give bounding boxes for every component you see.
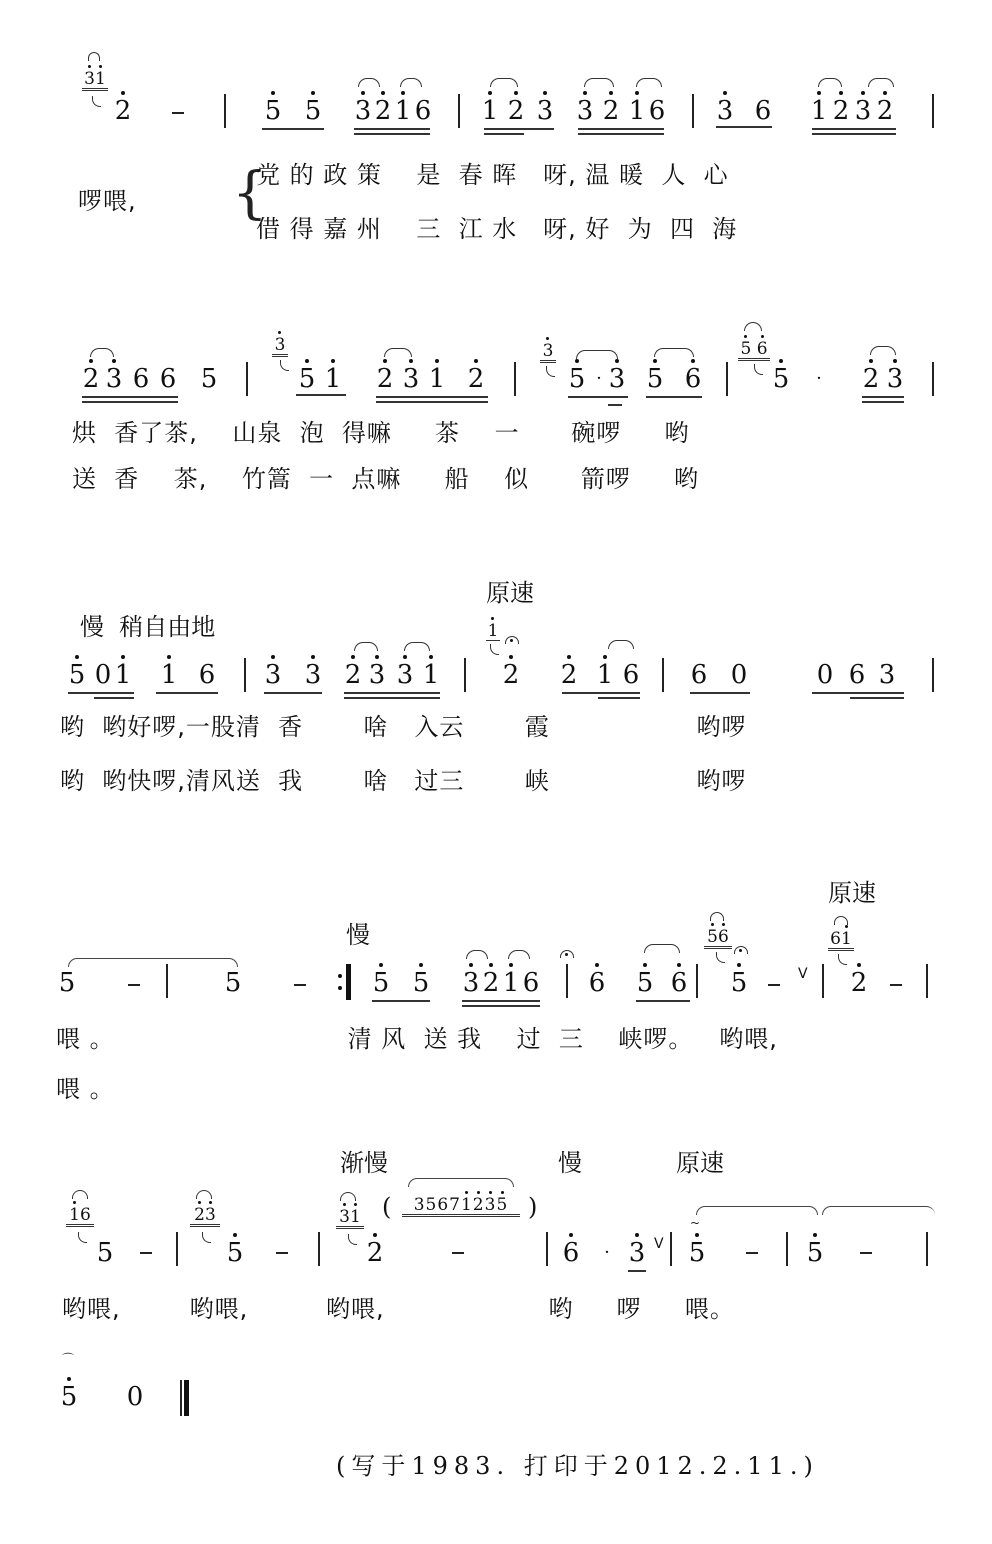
note: 6 (682, 364, 704, 394)
underline (264, 692, 322, 694)
dash (746, 1252, 758, 1254)
note: 6 (690, 660, 708, 690)
note: 1 (322, 364, 344, 394)
note: 1 (500, 968, 522, 998)
note: 3 (366, 660, 388, 690)
slur (72, 1190, 88, 1199)
note: 2 (80, 364, 102, 394)
underline (82, 396, 178, 398)
note: 3 (460, 968, 482, 998)
underline (484, 133, 524, 135)
barline (166, 964, 168, 998)
slur (710, 912, 724, 921)
run-open-paren: ( (382, 1193, 392, 1221)
note: 2 (505, 96, 527, 126)
note: 1 (112, 660, 134, 690)
note: 2 (600, 96, 622, 126)
note: 3 (262, 660, 284, 690)
barline (726, 362, 728, 396)
note: 2 (500, 660, 522, 690)
grace-hook (348, 1234, 357, 1245)
tie (696, 1206, 818, 1215)
note: 5 (566, 364, 588, 394)
note: 2 (860, 364, 882, 394)
underline (344, 692, 440, 694)
underline (354, 133, 430, 135)
note: 2 (112, 96, 134, 126)
slur (608, 640, 634, 649)
lyric-verse-1: 烘 香了茶, 山泉 泡 得嘛 茶 一 碗啰 哟 (72, 419, 690, 447)
underline (578, 133, 664, 135)
underline (462, 1005, 540, 1007)
barline (786, 1232, 788, 1266)
tempo-mark-a-tempo: 原速 (828, 879, 876, 907)
slur (744, 322, 762, 331)
dash (172, 112, 184, 114)
note: 6 (522, 968, 540, 998)
underline (372, 1000, 430, 1002)
note: 0 (730, 660, 748, 690)
note: 3 (394, 660, 416, 690)
note: 6 (648, 96, 666, 126)
lyric-verse-2: 借 得 嘉 州 三 江 水 呀, 好 为 四 海 (256, 215, 738, 243)
barline (566, 964, 568, 998)
breath-mark: V (654, 1236, 664, 1252)
barline (932, 362, 934, 396)
note: 5 (96, 1238, 114, 1268)
underline (812, 692, 904, 694)
underline (850, 697, 904, 699)
barline (932, 658, 934, 692)
slur (576, 350, 618, 359)
note: 6 (198, 660, 216, 690)
repeat-barline (346, 964, 351, 1000)
underline (376, 396, 488, 398)
note: 5 (634, 968, 656, 998)
slur (404, 642, 430, 651)
slur (90, 348, 114, 357)
barline (932, 94, 934, 128)
underline (568, 396, 628, 398)
note: 6 (754, 96, 772, 126)
underline (344, 697, 440, 699)
note: 1 (626, 96, 648, 126)
grace-note: 31 (82, 70, 108, 91)
barline (696, 964, 698, 998)
note: 5 (66, 660, 88, 690)
tie (68, 958, 238, 967)
barline (318, 1232, 320, 1266)
note: 2 (558, 660, 580, 690)
note: 3 (400, 364, 422, 394)
slur (644, 944, 680, 953)
note: 5 (410, 968, 432, 998)
note: 6 (560, 1238, 582, 1268)
note: 2 (830, 96, 852, 126)
dash (128, 984, 140, 986)
slur (340, 1192, 356, 1201)
barline (244, 658, 246, 692)
note: 3 (534, 96, 556, 126)
note: 1 (808, 96, 830, 126)
note: 5 (58, 1382, 80, 1412)
underline (690, 692, 750, 694)
note: 1 (420, 660, 442, 690)
note: 2 (480, 968, 502, 998)
note: 0 (94, 660, 112, 690)
tie (822, 1206, 935, 1215)
grace-hook (280, 360, 289, 371)
note: 6 (668, 968, 690, 998)
slur (868, 78, 894, 87)
underline (608, 404, 622, 406)
lyric-verse-1: 党 的 政 策 是 春 晖 呀, 温 暖 人 心 (256, 161, 729, 189)
note: 5 (296, 364, 318, 394)
note: 3 (626, 1238, 648, 1268)
grace-hook (202, 1232, 211, 1243)
underline (484, 128, 554, 130)
ornament-mark: ⌒ (62, 1352, 75, 1366)
barline (464, 658, 466, 692)
grace-hook (78, 1232, 87, 1243)
note: 5 (728, 968, 750, 998)
note: 2 (848, 968, 870, 998)
grace-note: 23 (190, 1206, 220, 1227)
slur (834, 916, 848, 925)
lyric-verse: 哟喂, 哟喂, 哟喂, 哟 啰 喂。 (62, 1295, 735, 1323)
barline (662, 658, 664, 692)
note: 5 (770, 364, 792, 394)
note: 1 (392, 96, 414, 126)
slur (196, 1190, 212, 1199)
note: 1 (426, 364, 448, 394)
dash (294, 984, 306, 986)
note: 2 (465, 364, 487, 394)
tempo-mark-a-tempo: 原速 (676, 1149, 724, 1177)
underline (812, 133, 896, 135)
repeat-dots (338, 966, 342, 1000)
note: 3 (574, 96, 596, 126)
fermata (734, 946, 748, 954)
underline (598, 697, 640, 699)
note: 6 (622, 660, 640, 690)
grace-note: 31 (336, 1208, 364, 1229)
slur (508, 950, 530, 959)
note: 3 (103, 364, 125, 394)
trill-mark: ~ (690, 1216, 701, 1230)
barline (458, 94, 460, 128)
barline (246, 362, 248, 396)
lyric-verse-2: 送 香 茶, 竹篙 一 点嘛 船 似 箭啰 哟 (72, 465, 700, 493)
dash (452, 1252, 464, 1254)
grace-note: 3 (272, 336, 288, 357)
grace-hook (490, 644, 499, 655)
slur (358, 78, 380, 87)
note: 3 (714, 96, 736, 126)
lyric-verse-1: 哟 哟好啰,一股清 香 啥 入云 霞 哟啰 (60, 713, 747, 741)
underline (628, 1270, 646, 1272)
grace-hook (546, 366, 555, 377)
note: 5 (804, 1238, 826, 1268)
note: 2 (364, 1238, 386, 1268)
note: 3 (606, 364, 628, 394)
slur (490, 78, 518, 87)
slur (654, 348, 694, 357)
barline (670, 1232, 672, 1266)
run-close-paren: ) (528, 1193, 538, 1221)
note: 1 (158, 660, 180, 690)
slur (636, 78, 662, 87)
note: 0 (816, 660, 834, 690)
dot-extension: · (816, 368, 822, 389)
note: 2 (874, 96, 896, 126)
underline (462, 1000, 540, 1002)
grace-hook (92, 96, 101, 107)
underline (376, 401, 488, 403)
grace-note: 61 (828, 930, 854, 951)
barline (822, 964, 824, 998)
grace-note: 56 (704, 928, 732, 949)
note: 1 (479, 96, 501, 126)
note: 3 (878, 660, 896, 690)
grace-hook (838, 954, 847, 965)
dash (890, 984, 902, 986)
slur (584, 78, 614, 87)
breath-mark: V (798, 966, 808, 982)
note: 5 (224, 1238, 246, 1268)
dash (140, 1252, 152, 1254)
fermata (505, 636, 519, 644)
barline (546, 1232, 548, 1266)
underline (862, 396, 904, 398)
note: 6 (159, 364, 177, 394)
note: 5 (302, 96, 324, 126)
note: 5 (686, 1238, 708, 1268)
lyric-verse-1: 喂 。 清 风 送 我 过 三 峡啰。 哟喂, (56, 1025, 778, 1053)
ornamental-run: 35671235 (402, 1196, 520, 1217)
barline (926, 964, 928, 998)
dash (276, 1252, 288, 1254)
tempo-mark-slow: 慢 (346, 921, 370, 949)
slur (400, 78, 422, 87)
underline (354, 128, 430, 130)
note: 5 (200, 364, 218, 394)
slur (384, 348, 412, 357)
note: 3 (884, 364, 906, 394)
tempo-mark-slow: 慢 (558, 1149, 582, 1177)
dot-extension: · (596, 368, 602, 389)
underline (82, 401, 178, 403)
note: 2 (374, 364, 396, 394)
fermata (560, 950, 574, 958)
note: 5 (224, 968, 242, 998)
grace-note: 1 (487, 621, 499, 641)
grace-note: 3 (540, 342, 556, 363)
underline (94, 697, 134, 699)
underline (262, 128, 324, 130)
underline (156, 692, 218, 694)
note: 3 (302, 660, 324, 690)
barline (224, 94, 226, 128)
final-barline-thin (180, 1380, 182, 1416)
underline (636, 1000, 690, 1002)
underline (862, 401, 904, 403)
barline (926, 1232, 928, 1266)
note: 5 (262, 96, 284, 126)
note: 0 (126, 1382, 144, 1412)
note: 6 (586, 968, 608, 998)
underline (578, 128, 664, 130)
underline (646, 396, 702, 398)
note: 6 (848, 660, 866, 690)
dash (860, 1252, 872, 1254)
note: 5 (58, 968, 76, 998)
barline (692, 94, 694, 128)
footer-note: (写于1983. 打印于2012.2.11.) (336, 1452, 819, 1480)
dash (768, 984, 780, 986)
lyric-verse-2: 喂 。 (56, 1075, 115, 1103)
underline (716, 126, 772, 128)
underline (812, 128, 896, 130)
grace-hook (716, 952, 725, 963)
note: 3 (352, 96, 374, 126)
verse-brace: { (232, 161, 268, 226)
slur (88, 52, 100, 61)
tempo-mark-rit: 渐慢 (340, 1149, 388, 1177)
barline (176, 1232, 178, 1266)
tempo-mark-a-tempo: 原速 (486, 579, 534, 607)
tie (408, 1178, 514, 1187)
dot-extension: · (604, 1242, 610, 1263)
grace-hook (754, 364, 763, 375)
note: 3 (852, 96, 874, 126)
tempo-mark-slow-free: 慢 稍自由地 (80, 613, 216, 641)
slur (466, 950, 488, 959)
barline (514, 362, 516, 396)
grace-note: 5 6 (738, 340, 770, 361)
final-barline-thick (184, 1380, 189, 1416)
note: 5 (644, 364, 666, 394)
grace-note: 16 (66, 1206, 94, 1227)
slur (354, 642, 378, 651)
lyric-lead: 啰喂, (78, 187, 137, 215)
underline (296, 394, 346, 396)
underline (562, 692, 640, 694)
slur (870, 346, 896, 355)
slur (818, 78, 842, 87)
note: 2 (342, 660, 364, 690)
underline (68, 692, 134, 694)
note: 1 (594, 660, 616, 690)
note: 2 (372, 96, 394, 126)
lyric-verse-2: 哟 哟快啰,清风送 我 啥 过三 峡 哟啰 (60, 767, 747, 795)
note: 5 (370, 968, 392, 998)
note: 6 (132, 364, 150, 394)
note: 6 (414, 96, 432, 126)
